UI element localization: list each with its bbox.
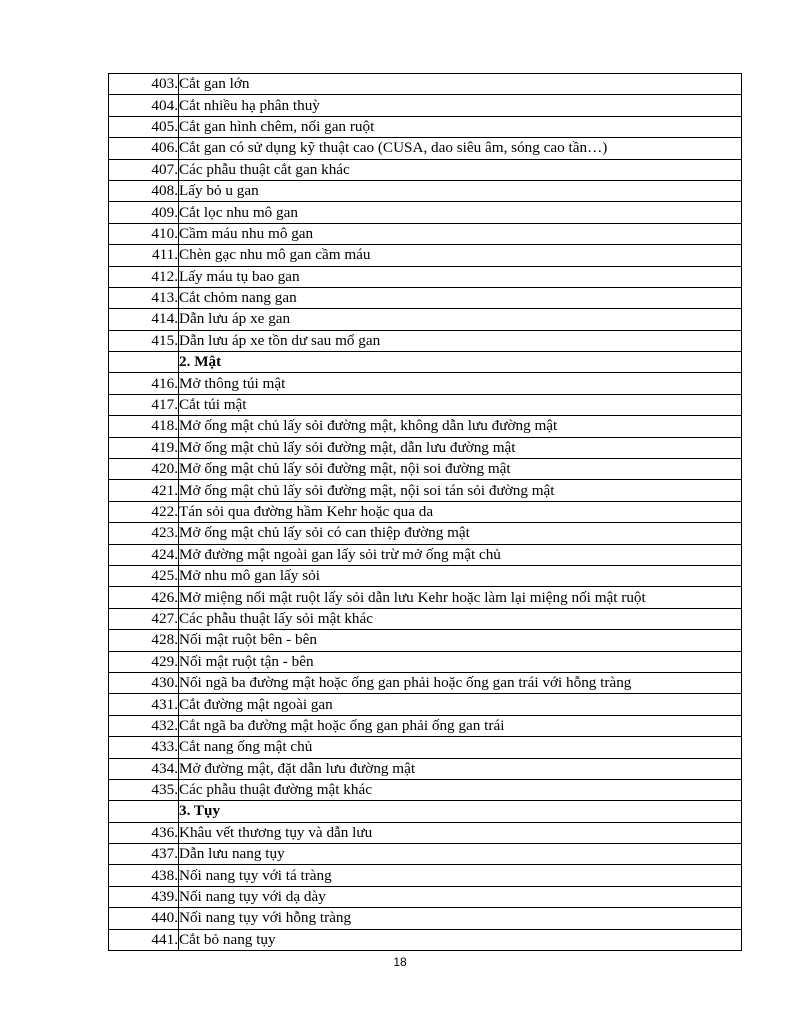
procedure-name: Nối mật ruột tận - bên: [179, 651, 742, 672]
procedure-name: Cắt gan có sử dụng kỹ thuật cao (CUSA, dao siêu âm, sóng cao tần…): [179, 138, 742, 159]
row-number: 410.: [109, 223, 179, 244]
procedure-name: Nối nang tụy với tá tràng: [179, 865, 742, 886]
row-number: 432.: [109, 715, 179, 736]
procedure-name: Mở ống mật chủ lấy sỏi có can thiệp đường mật: [179, 523, 742, 544]
row-number: 406.: [109, 138, 179, 159]
row-number: 412.: [109, 266, 179, 287]
procedure-name: Lấy bỏ u gan: [179, 180, 742, 201]
row-number: 427.: [109, 608, 179, 629]
procedure-name: Mở nhu mô gan lấy sỏi: [179, 565, 742, 586]
table-row: [109, 651, 742, 672]
procedure-name: Mở thông túi mật: [179, 373, 742, 394]
table-row: [109, 74, 742, 95]
row-number: 428.: [109, 630, 179, 651]
procedure-name: Nối nang tụy với dạ dày: [179, 886, 742, 907]
table-row: [109, 245, 742, 266]
procedure-name: Khâu vết thương tụy và dẫn lưu: [179, 822, 742, 843]
row-number: 416.: [109, 373, 179, 394]
row-number: 409.: [109, 202, 179, 223]
table-row: [109, 908, 742, 929]
table-row: [109, 223, 742, 244]
procedure-name: Mở ống mật chủ lấy sỏi đường mật, không dẫn lưu đường mật: [179, 416, 742, 437]
procedure-name: Các phẫu thuật cắt gan khác: [179, 159, 742, 180]
row-number: 429.: [109, 651, 179, 672]
table-row: [109, 95, 742, 116]
procedure-name: Dẫn lưu nang tụy: [179, 844, 742, 865]
row-number: 440.: [109, 908, 179, 929]
row-number: 408.: [109, 180, 179, 201]
table-row: [109, 779, 742, 800]
table-row: [109, 394, 742, 415]
table-row: [109, 501, 742, 522]
procedure-name: Mở ống mật chủ lấy sỏi đường mật, dẫn lưu đường mật: [179, 437, 742, 458]
procedure-name: Mở đường mật ngoài gan lấy sỏi trừ mở ống mật chủ: [179, 544, 742, 565]
row-number: 411.: [109, 245, 179, 266]
table-row: [109, 587, 742, 608]
table-row: [109, 287, 742, 308]
row-number: 418.: [109, 416, 179, 437]
table-row: [109, 416, 742, 437]
table-row: [109, 309, 742, 330]
row-number: 407.: [109, 159, 179, 180]
procedure-name: Dẫn lưu áp xe gan: [179, 309, 742, 330]
procedure-name: Cắt đường mật ngoài gan: [179, 694, 742, 715]
procedure-name: Cắt gan hình chêm, nối gan ruột: [179, 116, 742, 137]
table-row: [109, 116, 742, 137]
row-number: [109, 801, 179, 822]
procedure-name: Nối mật ruột bên - bên: [179, 630, 742, 651]
row-number: 424.: [109, 544, 179, 565]
procedure-name: Cắt nhiều hạ phân thuỳ: [179, 95, 742, 116]
row-number: 434.: [109, 758, 179, 779]
procedure-name: Mở miệng nối mật ruột lấy sỏi dẫn lưu Kehr hoặc làm lại miệng nối mật ruột: [179, 587, 742, 608]
row-number: 421.: [109, 480, 179, 501]
table-row: [109, 865, 742, 886]
table-row: [109, 523, 742, 544]
row-number: 423.: [109, 523, 179, 544]
table-row: [109, 266, 742, 287]
table-row: [109, 630, 742, 651]
procedure-name: Cắt lọc nhu mô gan: [179, 202, 742, 223]
procedure-name: Cắt nang ống mật chủ: [179, 737, 742, 758]
procedure-name: Lấy máu tụ bao gan: [179, 266, 742, 287]
row-number: 439.: [109, 886, 179, 907]
procedure-name: Cắt bỏ nang tụy: [179, 929, 742, 950]
table-row: [109, 694, 742, 715]
table-row: [109, 565, 742, 586]
procedure-name: Các phẫu thuật đường mật khác: [179, 779, 742, 800]
table-row: [109, 437, 742, 458]
row-number: 419.: [109, 437, 179, 458]
row-number: 426.: [109, 587, 179, 608]
procedure-name: Nối ngã ba đường mật hoặc ống gan phải hoặc ống gan trái với hỗng tràng: [179, 672, 742, 693]
procedure-table: [108, 73, 742, 951]
table-row: [109, 672, 742, 693]
table-row: [109, 373, 742, 394]
row-number: 422.: [109, 501, 179, 522]
procedure-name: Tán sỏi qua đường hầm Kehr hoặc qua da: [179, 501, 742, 522]
row-number: 441.: [109, 929, 179, 950]
row-number: 431.: [109, 694, 179, 715]
procedure-name: Mở đường mật, đặt dẫn lưu đường mật: [179, 758, 742, 779]
row-number: 430.: [109, 672, 179, 693]
table-row: [109, 159, 742, 180]
procedure-table-body: [109, 74, 742, 951]
row-number: 436.: [109, 822, 179, 843]
table-row: [109, 929, 742, 950]
row-number: [109, 352, 179, 373]
table-row: [109, 758, 742, 779]
page-number: 18: [393, 955, 407, 969]
table-row: [109, 844, 742, 865]
procedure-name: Cắt gan lớn: [179, 74, 742, 95]
row-number: 433.: [109, 737, 179, 758]
row-number: 437.: [109, 844, 179, 865]
table-row: [109, 886, 742, 907]
row-number: 413.: [109, 287, 179, 308]
procedure-name: Dẫn lưu áp xe tồn dư sau mổ gan: [179, 330, 742, 351]
row-number: 414.: [109, 309, 179, 330]
procedure-name: Các phẫu thuật lấy sỏi mật khác: [179, 608, 742, 629]
table-row: [109, 715, 742, 736]
section-header-row: [109, 352, 742, 373]
row-number: 417.: [109, 394, 179, 415]
table-row: [109, 737, 742, 758]
row-number: 435.: [109, 779, 179, 800]
table-row: [109, 202, 742, 223]
procedure-name: Mở ống mật chủ lấy sỏi đường mật, nội soi tán sỏi đường mật: [179, 480, 742, 501]
section-title: 2. Mật: [179, 352, 742, 373]
row-number: 415.: [109, 330, 179, 351]
section-title: 3. Tụy: [179, 801, 742, 822]
row-number: 404.: [109, 95, 179, 116]
procedure-name: Chèn gạc nhu mô gan cầm máu: [179, 245, 742, 266]
section-header-row: [109, 801, 742, 822]
procedure-name: Nối nang tụy với hỗng tràng: [179, 908, 742, 929]
procedure-name: Cắt ngã ba đường mật hoặc ống gan phải ống gan trái: [179, 715, 742, 736]
procedure-name: Cầm máu nhu mô gan: [179, 223, 742, 244]
table-row: [109, 544, 742, 565]
row-number: 403.: [109, 74, 179, 95]
table-row: [109, 330, 742, 351]
table-row: [109, 459, 742, 480]
table-row: [109, 180, 742, 201]
table-row: [109, 480, 742, 501]
table-row: [109, 608, 742, 629]
procedure-name: Cắt chỏm nang gan: [179, 287, 742, 308]
row-number: 405.: [109, 116, 179, 137]
procedure-name: Cắt túi mật: [179, 394, 742, 415]
row-number: 425.: [109, 565, 179, 586]
procedure-name: Mở ống mật chủ lấy sỏi đường mật, nội soi đường mật: [179, 459, 742, 480]
table-row: [109, 822, 742, 843]
row-number: 420.: [109, 459, 179, 480]
row-number: 438.: [109, 865, 179, 886]
table-row: [109, 138, 742, 159]
